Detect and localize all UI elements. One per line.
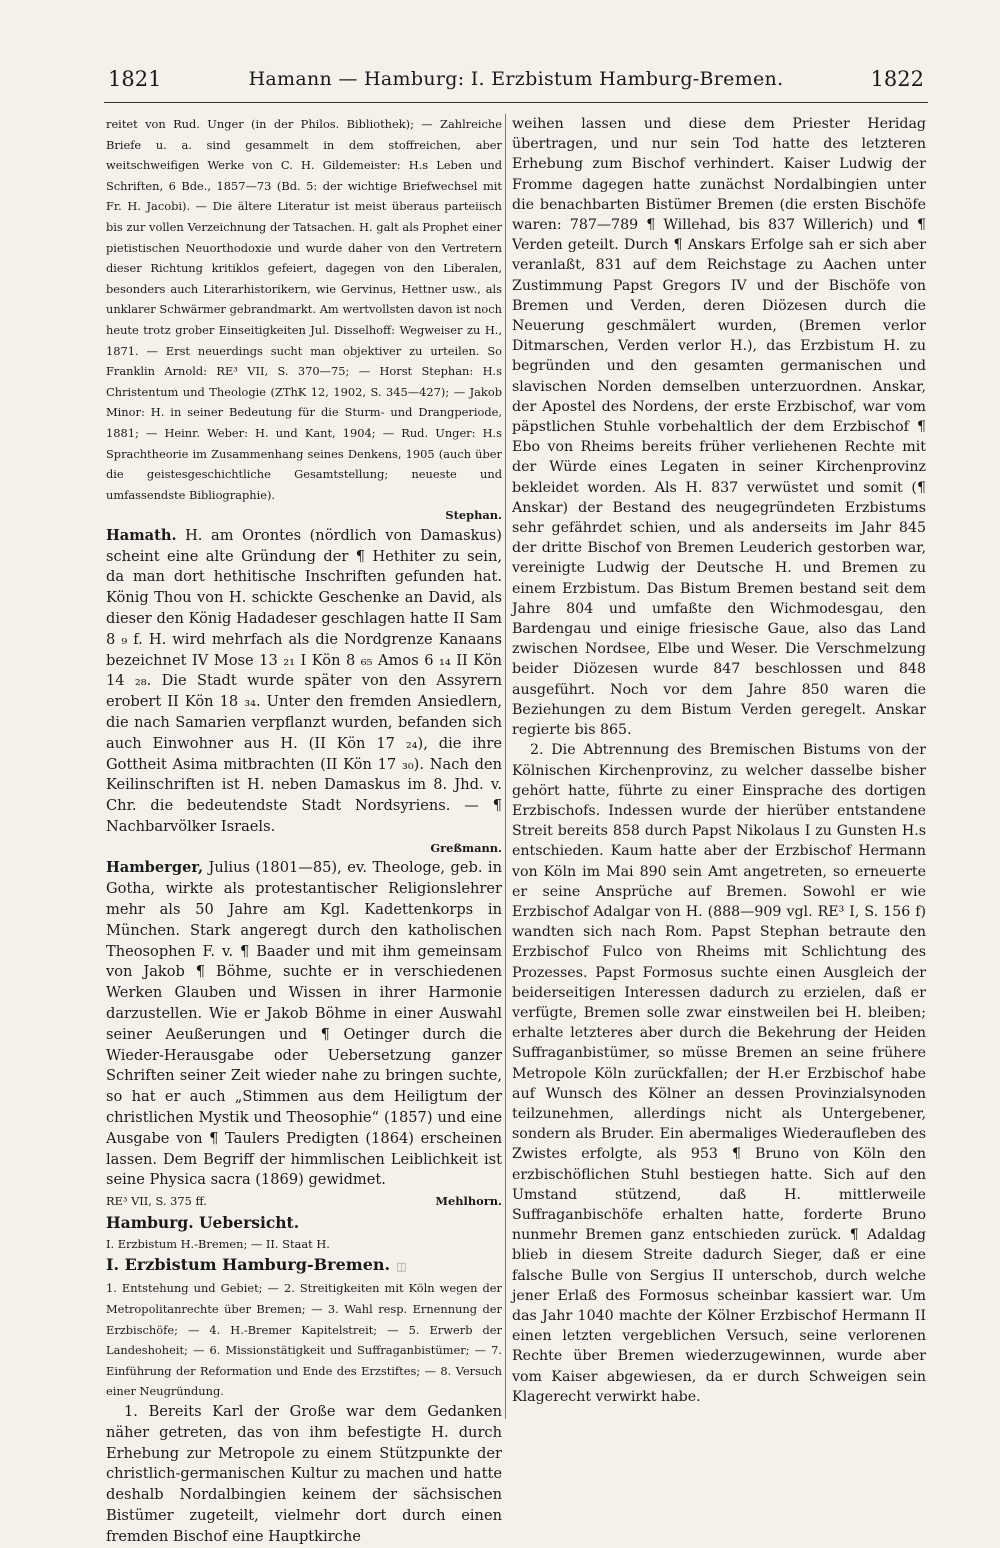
running-title: Hamann — Hamburg: I. Erzbistum Hamburg-Bremen. (248, 68, 784, 90)
heading-hamburg: Hamburg. Uebersicht. (106, 1212, 300, 1232)
article-hamath-text: H. am Orontes (nördlich von Damaskus) scheint eine alte Gründung der ¶ Hethiter zu sein, da man dort hethitische Inschriften gefunden hat. König Thou von H. schickte Geschenke an David, als dieser den König Hadadeser geschlagen hatte II Sam 8 ₉ f. H. wird mehrfach als die Nordgrenze Kanaans bezeichnet IV Mose 13 ₂₁ I Kön 8 ₆₅ Amos 6 ₁₄ II Kön 14 ₂₈. Die Stadt wurde später von den Assyrern erobert II Kön 18 ₃₄. Unter den fremden Ansiedlern, die nach Samarien verpflanzt wurden, befanden sich auch Einwohner aus H. (II Kön 17 ₂₄), die ihre Gottheit Asima mitbrachten (II Kön 17 ₃₀). Nach den Keilinschriften ist H. neben Damaskus im 8. Jhd. v. Chr. die bedeutendste Stadt Nordsyriens. — ¶ Nachbarvölker Israels. (106, 526, 502, 836)
section-1-paragraph: 1. Bereits Karl der Große war dem Gedanken näher getreten, das von ihm befestigte H. durch Erhebung zur Metropole zu einem Stützpunkte der christlich-germanischen Kultur zu machen und hatte deshalb Nordalbingien keinem der sächsischen Bistümer zugeteilt, vielmehr dort durch einen fremden Bischof eine Hauptkirche (106, 1402, 502, 1545)
column-number-left: 1821 (108, 67, 162, 91)
reference-re: RE³ VII, S. 375 ff. (106, 1194, 207, 1209)
heading-erzbistum (106, 1254, 502, 1278)
heading-erzbistum-text: I. Erzbistum Hamburg-Bremen. (106, 1255, 391, 1275)
article-hamberger (106, 858, 502, 1191)
header-rule (104, 102, 928, 103)
column-left (106, 114, 502, 1545)
overview-line: I. Erzbistum H.-Bremen; — II. Staat H. (106, 1236, 330, 1251)
section-1-continued: weihen lassen und diese dem Priester Heridag übertragen, und nur sein Tod hatte des letzteren Erhebung zum Bischof verhindert. Kaiser Ludwig der Fromme dagegen hatte zunächst Nordalbingien unter die benachbarten Bistümer Bremen (die ersten Bischöfe waren: 787—789 ¶ Willehad, bis 837 Willerich) und ¶ Verden geteilt. Durch ¶ Anskars Erfolge sah er sich aber veranlaßt, 831 auf dem Reichstage zu Aachen unter Zustimmung Papst Gregors IV und der Bischöfe von Bremen und Verden, deren Diözesen durch die Neuerung geschmälert wurden, (Bremen verlor Ditmarschen, Verden verlor H.), das Erzbistum H. zu begründen und den gesamten germanischen und slavischen Norden demselben unterzuordnen. Anskar, der Apostel des Nordens, der erste Erzbischof, war vom päpstlichen Stuhle vorbehaltlich der dem Erzbischof ¶ Ebo von Rheims bereits früher verliehenen Rechte mit der Würde eines Legaten in seiner Kirchenprovinz bekleidet worden. Als H. 837 verwüstet und somit (¶ Anskar) der Bestand des neugegründeten Erzbistums sehr gefährdet schien, und als anderseits im Jahr 845 der dritte Bischof von Bremen Leuderich gestorben war, vereinigte Ludwig der Deutsche H. und Bremen zu einem Erzbistum. Das Bistum Bremen bestand seit dem Jahre 804 und umfaßte den Wichmodesgau, den Bardengau und einige friesische Gaue, also das Land zwischen Nordsee, Elbe und Weser. Die Verschmelzung beider Diözesen wurde 847 beschlossen und 848 ausgeführt. Noch vor dem Jahre 850 waren die Beziehungen zu dem Bistum Verden geregelt. Anskar regierte bis 865. (512, 116, 926, 739)
column-divider (505, 114, 506, 1419)
reference-line (106, 1191, 502, 1212)
stamp-mark: ◫ (396, 1260, 407, 1274)
author-signature-stephan: Stephan. (445, 508, 502, 523)
headword-hamberger: Hamberger, (106, 859, 204, 877)
section-2-paragraph: 2. Die Abtrennung des Bremischen Bistums von der Kölnischen Kirchenprovinz, zu welcher dasselbe bisher gehört hatte, führte zu einer Einsprache des dortigen Erzbischofs. Indessen wurde der hierüber entstandene Streit bereits 858 durch Papst Nikolaus I zu Gunsten H.s entschieden. Kaum hatte aber der Erzbischof Hermann von Köln im Mai 890 sein Amt angetreten, so erneuerte er seine Ansprüche auf Bremen. Sowohl er wie Erzbischof Adalgar von H. (888—909 vgl. RE³ I, S. 156 f) wandten sich nach Rom. Papst Stephan betraute den Erzbischof Fulco von Rheims mit Schlichtung des Prozesses. Papst Formosus suchte einen Ausgleich der beiderseitigen Interessen dadurch zu erzielen, daß er verfügte, Bremen solle zwar einstweilen bei H. bleiben; erhalte letzteres aber durch die Bekehrung der Heiden Suffraganbistümer, so müsse Bremen an seine frühere Metropole Köln zurückfallen; der H.er Erzbischof habe auf Wunsch des Kölner an dessen Provinzialsynoden teilzunehmen, allerdings nicht als Untergebener, sondern als Bruder. Ein abermaliges Wiederaufleben des Zwistes erfolgte, als 953 ¶ Bruno von Köln den erzbischöflichen Stuhl bestiegen hatte. Sich auf den Umstand stützend, daß H. mittlerweile Suffraganbischöfe erhalten hatte, forderte Bruno nunmehr Bremen ganz entschieden zurück. ¶ Adaldag blieb in diesem Streite dadurch Sieger, daß er eine falsche Bulle von Sergius II unterschob, durch welche jener Erlaß des Formosus scheinbar kassiert war. Um das Jahr 1040 machte der Kölner Erzbischof Hermann II einen letzten vergeblichen Versuch, seine verlorenen Rechte über Bremen wiederzugewinnen, wurde aber vom Kaiser abgewiesen, da er durch Schweigen sein Klagerecht verwirkt habe. (512, 742, 926, 1405)
author-signature-mehlhorn: Mehlhorn. (435, 1194, 502, 1209)
article-hamberger-text: Julius (1801—85), ev. Theologe, geb. in Gotha, wirkte als protestantischer Religionslehrer mehr als 50 Jahre am Kgl. Kadettenkorps in München. Stark angeregt durch den katholischen Theosophen F. v. ¶ Baader und mit ihm gemeinsam von Jakob ¶ Böhme, suchte er in verschiedenen Werken Glauben und Wissen in ihrer Harmonie darzustellen. Wie er Jakob Böhme in einer Auswahl seiner Aeußerungen und ¶ Oetinger durch die Wieder-Herausgabe oder Uebersetzung ganzer Schriften seiner Zeit wieder nahe zu bringen suchte, so hat er auch „Stimmen aus dem Heiligtum der christlichen Mystik und Theosophie“ (1857) und eine Ausgabe von ¶ Taulers Predigten (1864) erscheinen lassen. Dem Begriff der himmlischen Leiblichkeit ist seine Physica sacra (1869) gewidmet. (106, 859, 502, 1189)
literature-paragraph: reitet von Rud. Unger (in der Philos. Bibliothek); — Zahlreiche Briefe u. a. sind gesammelt in dem stoffreichen, aber weitschweifigen Werke von C. H. Gildemeister: H.s Leben und Schriften, 6 Bde., 1857—73 (Bd. 5: der wichtige Briefwechsel mit Fr. H. Jacobi). — Die ältere Literatur ist meist überaus parteiisch bis zur vollen Verzeichnung der Tatsachen. H. galt als Prophet einer pietistischen Neuorthodoxie und wurde daher von den Vertretern dieser Richtung kritiklos gefeiert, dagegen von den Liberalen, besonders auch Literarhistorikern, wie Gervinus, Hettner usw., als unklarer Schwärmer gebrandmarkt. Am wertvollsten davon ist noch heute trotz grober Einseitigkeiten Jul. Disselhoff: Wegweiser zu H., 1871. — Erst neuerdings sucht man objektiver zu urteilen. So Franklin Arnold: RE³ VII, S. 370—75; — Horst Stephan: H.s Christentum und Theologie (ZThK 12, 1902, S. 345—427); — Jakob Minor: H. in seiner Bedeutung für die Sturm- und Drangperiode, 1881; — Heinr. Weber: H. und Kant, 1904; — Rud. Unger: H.s Sprachtheorie im Zusammenhang seines Denkens, 1905 (auch über die geistesgeschichtliche Gesamtstellung; neueste und umfassendste Bibliographie). (106, 117, 502, 502)
column-right (512, 114, 926, 1434)
column-number-right: 1822 (870, 67, 924, 91)
section-contents: 1. Entstehung und Gebiet; — 2. Streitigkeiten mit Köln wegen der Metropolitanrechte über Bremen; — 3. Wahl resp. Ernennung der Erzbischöfe; — 4. H.-Bremer Kapitelstreit; — 5. Erwerb der Landeshoheit; — 6. Missionstätigkeit und Suffraganbistümer; — 7. Einführung der Reformation und Ende des Erzstiftes; — 8. Versuch einer Neugründung. (106, 1281, 502, 1399)
page-header (108, 62, 924, 96)
headword-hamath: Hamath. (106, 526, 177, 544)
author-signature-gressmann: Greßmann. (430, 840, 502, 855)
article-hamath (106, 526, 502, 838)
